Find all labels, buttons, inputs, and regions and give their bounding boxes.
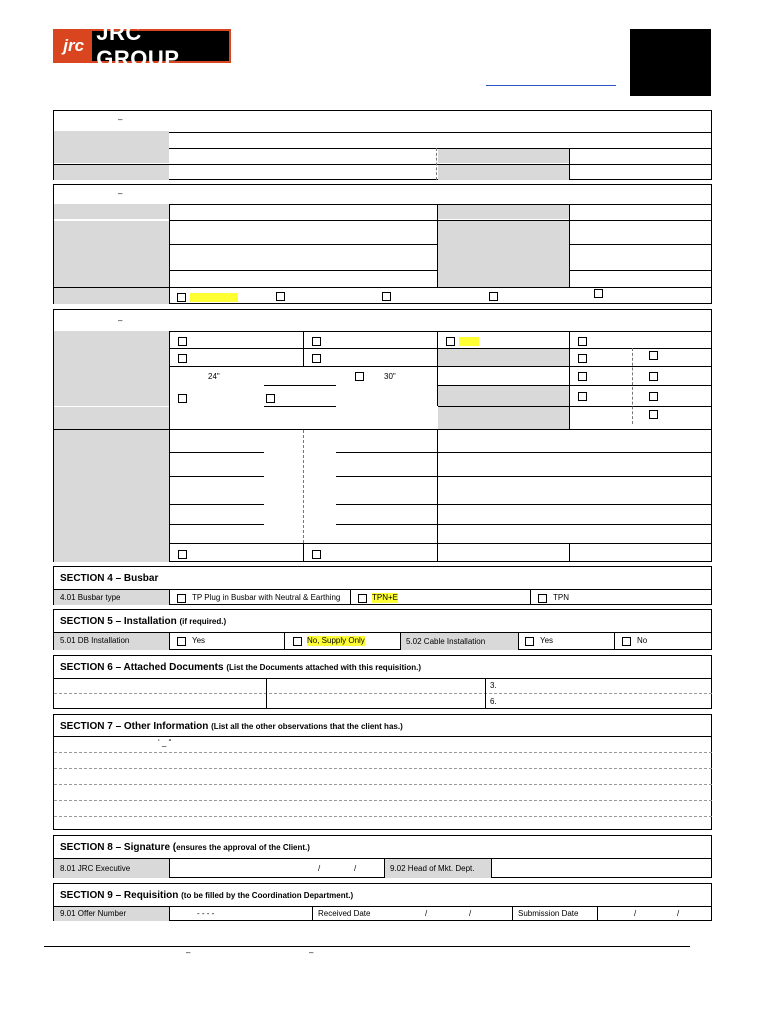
- section-6: [53, 655, 712, 709]
- busbar-opt1-label: TP Plug in Busbar with Neutral & Earthing: [192, 593, 341, 602]
- section-5: [53, 609, 712, 650]
- section-6-title: [60, 662, 421, 673]
- section-5-title-text: SECTION 5 – Installation: [60, 616, 177, 627]
- cable-yes-checkbox[interactable]: [525, 637, 534, 646]
- received-slash-2: /: [469, 909, 472, 918]
- attached-doc-3: 3.: [490, 681, 497, 690]
- cable-yes-label: Yes: [540, 636, 554, 645]
- sig-date-slash-1: /: [318, 864, 321, 873]
- section-9-title-text: SECTION 9 – Requisition: [60, 890, 179, 901]
- db-yes-checkbox[interactable]: [177, 637, 186, 646]
- cable-no-checkbox[interactable]: [622, 637, 631, 646]
- cable-installation-label: 5.02 Cable Installation: [406, 637, 486, 646]
- section-1: –: [53, 110, 712, 180]
- db-installation-label: 5.01 DB Installation: [60, 636, 130, 645]
- logo-mark: jrc: [55, 31, 92, 61]
- jrc-logo: [53, 20, 231, 71]
- photo-box: [630, 29, 711, 96]
- section-6-title-text: SECTION 6 – Attached Documents: [60, 662, 224, 673]
- email-link-line[interactable]: [486, 85, 616, 86]
- offer-number-label: 9.01 Offer Number: [60, 909, 127, 918]
- section-5-title: [60, 616, 226, 627]
- section-3: 24" 30" –: [53, 309, 712, 562]
- size-30-label: 30": [384, 372, 396, 381]
- section-5-note: (if required.): [179, 617, 227, 626]
- section-4: [53, 566, 712, 605]
- section-2: –: [53, 184, 712, 304]
- busbar-opt3-label: TPN: [553, 593, 569, 602]
- busbar-opt2-label: TPN+E: [372, 593, 399, 602]
- db-no-label: No, Supply Only: [307, 636, 365, 645]
- section-8-title: [60, 842, 310, 853]
- received-date-label: Received Date: [318, 909, 371, 918]
- received-slash-1: /: [425, 909, 428, 918]
- offer-number-dashes: - - - -: [197, 909, 215, 918]
- sig-date-slash-2: /: [354, 864, 357, 873]
- footer-rule: [44, 946, 690, 947]
- logo-text: JRC GROUP: [96, 20, 180, 71]
- cable-no-label: No: [637, 636, 648, 645]
- submission-slash-2: /: [677, 909, 680, 918]
- section-4-title: SECTION 4 – Busbar: [60, 573, 159, 584]
- section-9-note: (to be filled by the Coordination Department.): [181, 891, 354, 900]
- db-no-checkbox[interactable]: [293, 637, 302, 646]
- section-9-title: [60, 890, 353, 901]
- section-8-title-text: SECTION 8 – Signature (: [60, 842, 177, 853]
- db-yes-label: Yes: [192, 636, 206, 645]
- jrc-executive-label: 8.01 JRC Executive: [60, 864, 131, 873]
- section-7-title: [60, 721, 403, 732]
- busbar-opt1-checkbox[interactable]: [177, 594, 186, 603]
- submission-slash-1: /: [634, 909, 637, 918]
- section-7-title-text: SECTION 7 – Other Information: [60, 721, 209, 732]
- attached-doc-6: 6.: [490, 697, 497, 706]
- section-9: [53, 883, 712, 921]
- section-7-note: (List all the other observations that the client has.): [211, 722, 403, 731]
- busbar-opt2-checkbox[interactable]: [358, 594, 367, 603]
- section-8: [53, 835, 712, 878]
- section-8-note: ensures the approval of the Client.): [176, 843, 310, 852]
- section-7: SECTION 7 – Other Information (List all the other observations that the client has.) ‘ _ “: [53, 714, 712, 830]
- busbar-opt3-checkbox[interactable]: [538, 594, 547, 603]
- size-24-label: 24": [208, 372, 220, 381]
- head-mkt-label: 9.02 Head of Mkt. Dept.: [390, 864, 475, 873]
- submission-date-label: Submission Date: [518, 909, 579, 918]
- section-6-note: (List the Documents attached with this requisition.): [226, 663, 422, 672]
- busbar-type-label: 4.01 Busbar type: [60, 593, 121, 602]
